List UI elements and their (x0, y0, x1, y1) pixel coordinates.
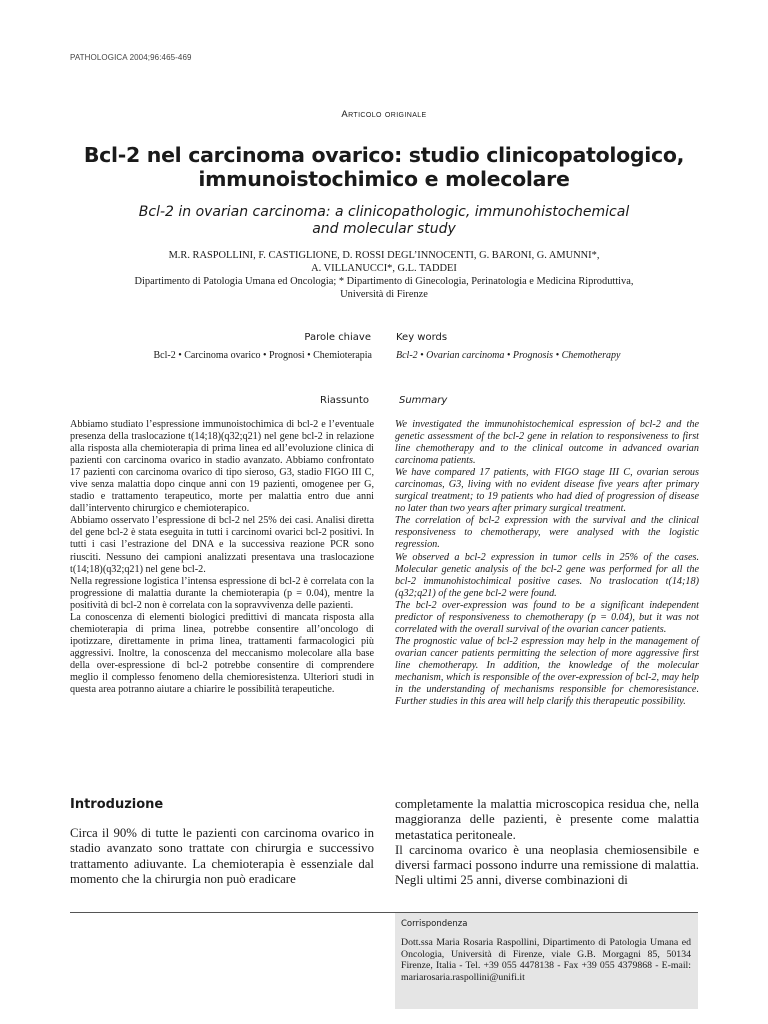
introduction-heading: Introduzione (70, 797, 164, 812)
keywords-heading-en: Key words (396, 332, 448, 343)
abstract-en-paragraph: The prognostic value of bcl-2 espression may help in the management of ovarian cancer patients permitting the selection of more aggressive first line chemotherapy. In addition, the knowledge of the molecular mechanism, which is responsible of the over-expression of bcl-2, may help in the understanding of mechanisms responsible for chemoresistance. Further studies in this area will help clarify this therapeutic possibility. (395, 635, 699, 708)
introduction-right-paragraph: completamente la malattia microscopica residua che, nella maggioranza delle pazienti, è presente come malattia metastatica peritoneale. (395, 797, 699, 842)
abstract-it-paragraph: Nella regressione logistica l’intensa espressione di bcl-2 è correlata con la progressione di malattia durante la chemioterapia (p = 0.04), mentre la positività di bcl-2 non è correlata con la sopravvivenza delle pazienti. (70, 575, 374, 611)
affiliation-line-1: Dipartimento di Patologia Umana ed Oncologia; * Dipartimento di Ginecologia, Perinatologia e Medicina Riproduttiva, (134, 276, 634, 287)
authors (60, 250, 708, 275)
abstract-it-paragraph: Abbiamo osservato l’espressione di bcl-2 nel 25% dei casi. Analisi diretta del gene bcl-2 è stata eseguita in tutti i carcinomi ovarici bcl-2 positivi. In tutti i casi l’estrazione del DNA e la successiva reazione PCR sono riusciti. Nessuno dei campioni analizzati presentava una traslocazione t(14;18)(q32;q21) nel gene bcl-2. (70, 515, 374, 575)
article-title (60, 143, 708, 191)
authors-line-1: M.R. RASPOLLINI, F. CASTIGLIONE, D. ROSSI DEGL’INNOCENTI, G. BARONI, G. AMUNNI*, (168, 250, 600, 261)
title-line-1: Bcl-2 nel carcinoma ovarico: studio clinicopatologico, (83, 143, 685, 167)
abstract-it-paragraph: Abbiamo studiato l’espressione immunoistochimica di bcl-2 e l’eventuale presenza della traslocazione t(14;18)(q32;q21) nel gene bcl-2 in relazione alla risposta alla chemioterapia di prima linea ed all’evoluzione clinica di pazienti con carcinoma ovarico in stadio avanzato. Abbiamo confrontato 17 pazienti con carcinoma ovarico di tipo sieroso, G3, stadio FIGO III C, vive senza malattia dopo cinque anni con 19 pazienti, omogenee per G, stadio e trattamento terapeutico, morte per malattia entro due anni dall’intervento chirurgico e chemioterapico. (70, 419, 374, 515)
abstract-heading-it: Riassunto (320, 395, 369, 406)
keywords-en: Bcl-2 • Ovarian carcinoma • Prognosis • Chemotherapy (396, 350, 621, 361)
keywords-it: Bcl-2 • Carcinoma ovarico • Prognosi • Chemioterapia (153, 350, 372, 361)
article-type: Articolo originale (341, 109, 427, 120)
journal-reference: PATHOLOGICA 2004;96:465-469 (70, 53, 192, 62)
english-title (60, 204, 708, 238)
title-line-2: immunoistochimico e molecolare (198, 167, 570, 191)
correspondence-text: Dott.ssa Maria Rosaria Raspollini, Dipartimento di Patologia Umana ed Oncologia, Università di Firenze, viale G.B. Morgagni 85, 50134 Firenze, Italia - Tel. +39 055 4478138 - Fax +39 055 4379868 - E-mail: mariarosaria.raspollini@unifi.it (401, 937, 691, 984)
introduction-left-text: Circa il 90% di tutte le pazienti con carcinoma ovarico in stadio avanzato sono trattate con chirurgia e successivo trattamento adiuvante. La chemioterapia è essenziale dal momento che la chirurgia non può eradicare (70, 826, 374, 886)
abstract-en-paragraph: We investigated the immunohistochemical espression of bcl-2 and the genetic assessment of the bcl-2 gene in relation to responsiveness to first line chemotherapy and to the clinical outcome in advanced ovarian carcinoma patients. (395, 419, 699, 467)
subtitle-line-1: Bcl-2 in ovarian carcinoma: a clinicopathologic, immunohistochemical (138, 204, 630, 220)
introduction-right-column (395, 797, 699, 889)
introduction-right-paragraph: Il carcinoma ovarico è una neoplasia chemiosensibile e diversi farmaci possono indurre una remissione di malattia. Negli ultimi 25 anni, diverse combinazioni di (395, 842, 699, 888)
abstract-heading-en: Summary (399, 395, 448, 406)
abstract-en (395, 419, 699, 708)
abstract-en-paragraph: We observed a bcl-2 expression in tumor cells in 25% of the cases. Molecular genetic analysis of the bcl-2 gene was performed for all the bcl-2 immunohistochimical positive cases. No traslocation t(14;18)(q32;q21) of the gene bcl-2 were found. (395, 551, 699, 599)
abstract-en-paragraph: The correlation of bcl-2 expression with the survival and the clinical responsiveness to chemotherapy, were analysed with the logistic regression. (395, 515, 699, 551)
abstract-en-paragraph: The bcl-2 over-expression was found to be a significant independent predictor of responsiveness to chemotherapy (p = 0.04), but it was not correlated with the overall survival of the ovarian cancer patients. (395, 599, 699, 635)
keywords-heading-it: Parole chiave (304, 332, 371, 343)
abstract-it-paragraph: La conoscenza di elementi biologici predittivi di mancata risposta alla chemioterapia di prima linea, potrebbe consentire all’oncologo di ipotizzare, direttamente in prima linea, trattamenti farmacologici più aggressivi. Inoltre, la conoscenza del meccanismo molecolare alla base della over-espressione di bcl-2 potrebbe consentire di comprendere meglio il complesso fenomeno della chemioresistenza. Ulteriori studi in questa area potranno aiutare a chiarire le possibilità terapeutiche. (70, 611, 374, 696)
affiliation-line-2: Università di Firenze (340, 288, 428, 300)
authors-line-2: A. VILLANUCCI*, G.L. TADDEI (311, 262, 457, 274)
abstract-it (70, 419, 374, 696)
subtitle-line-2: and molecular study (312, 221, 456, 237)
correspondence-heading: Corrispondenza (401, 919, 468, 929)
abstract-en-paragraph: We have compared 17 patients, with FIGO stage III C, ovarian serous carcinomas, G3, living with no evident disease five years after primary surgical treatment; to 19 patients who had died of progression of disease no later than two years after primary surgical treatment. (395, 467, 699, 515)
affiliation (60, 276, 708, 301)
